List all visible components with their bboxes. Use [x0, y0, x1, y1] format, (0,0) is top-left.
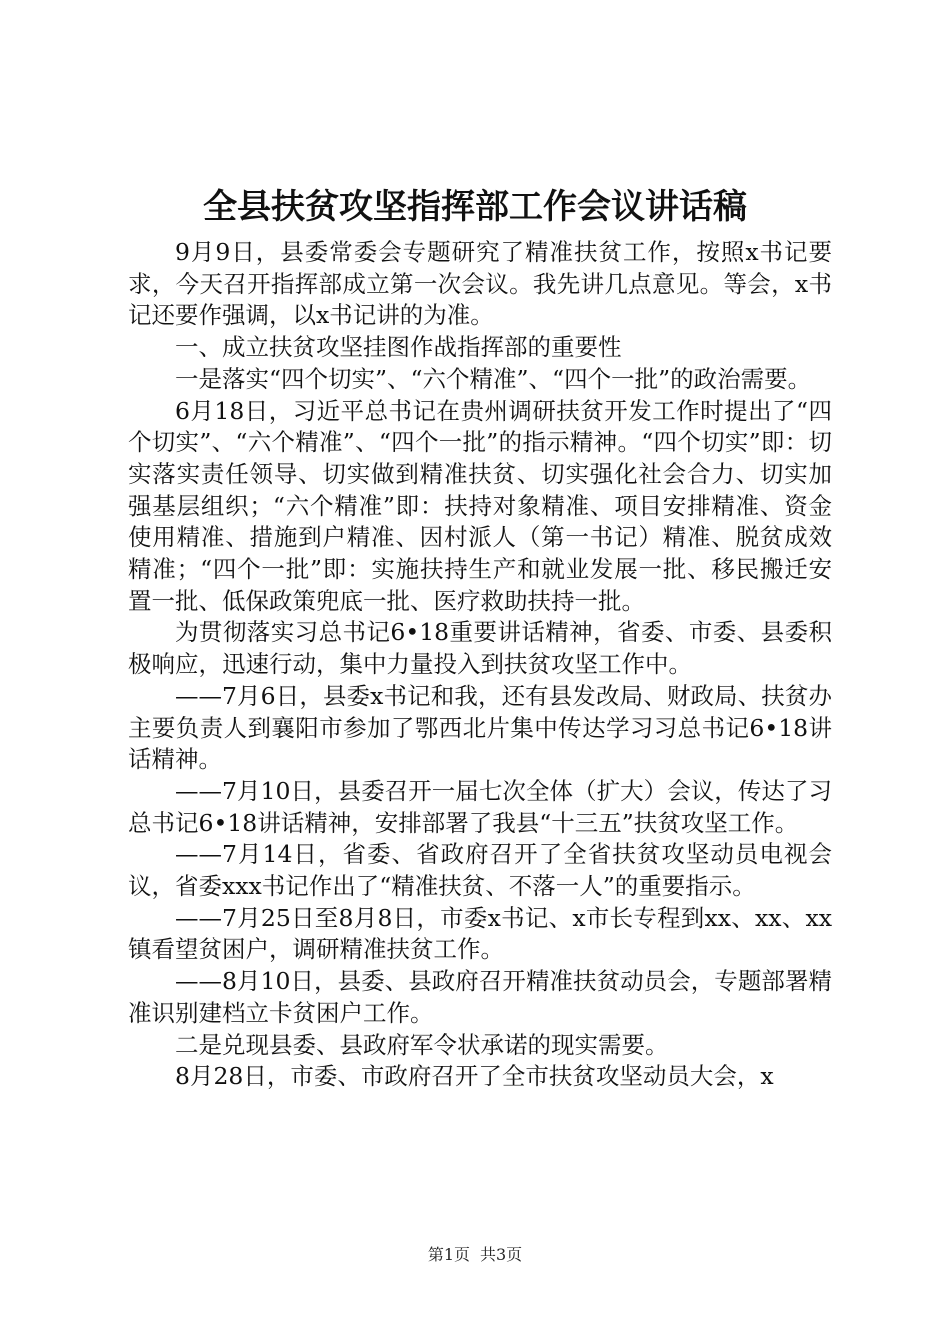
paragraph-point-2: 二是兑现县委、县政府军令状承诺的现实需要。 [175, 1030, 669, 1059]
paragraph-july-25: ——7月25日至8月8日，市委x书记、x市长专程到xx、xx、xx镇看望贫困户，调研精准扶贫工作。 [128, 903, 832, 964]
document-body [128, 237, 832, 1093]
document-title: 全县扶贫攻坚指挥部工作会议讲话稿 [203, 187, 747, 227]
page-number: 第1页 [427, 1245, 470, 1264]
paragraph-aug-28: 8月28日，市委、市政府召开了全市扶贫攻坚动员大会，x [175, 1062, 774, 1091]
paragraph-june-18: 6月18日，习近平总书记在贵州调研扶贫开发工作时提出了“四个切实”、“六个精准”、“四个一批”的指示精神。“四个切实”即：切实落实责任领导、切实做到精准扶贫、切实强化社会合力、切实加强基层组织；“六个精准”即：扶持对象精准、项目安排精准、资金使用精准、措施到户精准、因村派人（第一书记）精准、脱贫成效精准；“四个一批”即：实施扶持生产和就业发展一批、移民搬迁安置一批、低保政策兜底一批、医疗救助扶持一批。 [128, 396, 832, 615]
paragraph-opening: 9月9日，县委常委会专题研究了精准扶贫工作，按照x书记要求，今天召开指挥部成立第一次会议。我先讲几点意见。等会，x书记还要作强调，以x书记讲的为准。 [128, 238, 832, 330]
paragraph-july-14: ——7月14日，省委、省政府召开了全省扶贫攻坚动员电视会议，省委xxx书记作出了“精准扶贫、不落一人”的重要指示。 [128, 840, 832, 901]
page-total: 共3页 [480, 1245, 523, 1264]
paragraph-aug-10: ——8月10日，县委、县政府召开精准扶贫动员会，专题部署精准识别建档立卡贫困户工作。 [128, 967, 832, 1027]
paragraph-july-6: ——7月6日，县委x书记和我，还有县发改局、财政局、扶贫办主要负责人到襄阳市参加了鄂西北片集中传达学习习总书记6•18讲话精神。 [128, 681, 832, 774]
paragraph-point-1: 一是落实“四个切实”、“六个精准”、“四个一批”的政治需要。 [175, 364, 812, 393]
paragraph-response: 为贯彻落实习总书记6•18重要讲话精神，省委、市委、县委积极响应，迅速行动，集中力量投入到扶贫攻坚工作中。 [128, 618, 832, 679]
paragraph-july-10: ——7月10日，县委召开一届七次全体（扩大）会议，传达了习总书记6•18讲话精神，安排部署了我县“十三五”扶贫攻坚工作。 [128, 776, 832, 837]
section-heading-1: 一、成立扶贫攻坚挂图作战指挥部的重要性 [175, 333, 622, 362]
page-footer [0, 1244, 950, 1266]
